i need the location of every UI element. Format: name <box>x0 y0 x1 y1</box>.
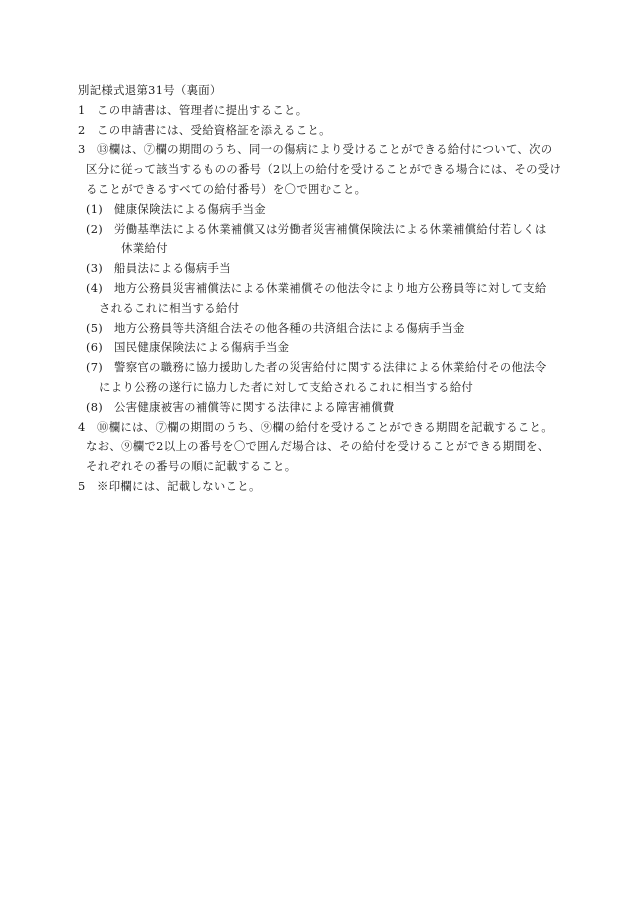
subitem-number: (6) <box>86 340 104 355</box>
instruction-item-3 <box>78 140 558 160</box>
document-body <box>78 81 562 497</box>
subitem-number: (2) <box>86 221 104 236</box>
subitem-2-continuation <box>78 239 558 259</box>
item-4-continuation: それぞれその番号の順に記載すること。 <box>86 459 297 474</box>
item-text: この申請書には、受給資格証を添えること。 <box>97 122 331 137</box>
subitem-text: 警察官の職務に協力援助した者の災害給付に関する法律による休業給付その他法令 <box>114 360 547 375</box>
subitem-number: (1) <box>86 201 104 216</box>
subitem-text: により公務の遂行に協力した者に対して支給されるこれに相当する給付 <box>99 379 474 394</box>
item-number: 4 <box>78 419 86 434</box>
subitem-text: 公害健康被害の補償等に関する法律による障害補償費 <box>114 399 395 414</box>
subitem-text: 地方公務員等共済組合法その他各種の共済組合法による傷病手当金 <box>114 320 465 335</box>
item-number: 5 <box>78 478 86 493</box>
subitem-5 <box>78 319 558 339</box>
subitem-text: されるこれに相当する給付 <box>99 300 240 315</box>
item-3-continuation: 区分に従って該当するものの番号（2以上の給付を受けることができる場合には、その受け <box>86 162 562 177</box>
subitem-1 <box>78 200 558 220</box>
subitem-4-continuation <box>78 299 558 319</box>
subitem-number: (5) <box>86 320 104 335</box>
subitem-6 <box>78 338 558 358</box>
instruction-item-5 <box>78 477 558 497</box>
subitem-7 <box>78 358 558 378</box>
subitem-3 <box>78 259 558 279</box>
item-number: 1 <box>78 102 86 117</box>
subitem-text: 国民健康保険法による傷病手当金 <box>114 340 290 355</box>
subitem-text: 休業給付 <box>121 241 168 256</box>
subitem-text: 健康保険法による傷病手当金 <box>114 201 266 216</box>
instruction-item-4 <box>78 418 558 438</box>
item-text: ※印欄には、記載しないこと。 <box>97 478 261 493</box>
instruction-item-1 <box>78 101 558 121</box>
instruction-item-2 <box>78 121 558 141</box>
item-number: 3 <box>78 142 86 157</box>
item-text: ⑬欄は、⑦欄の期間のうち、同一の傷病により受けることができる給付について、次の <box>97 142 553 157</box>
subitem-8 <box>78 398 558 418</box>
subitem-2 <box>78 220 558 240</box>
item-number: 2 <box>78 122 86 137</box>
subitem-number: (8) <box>86 399 104 414</box>
subitem-4 <box>78 279 558 299</box>
item-3-continuation: ることができるすべての給付番号）を〇で囲むこと。 <box>86 181 367 196</box>
form-title: 別記様式退第31号（裏面） <box>78 83 222 97</box>
subitem-text: 地方公務員災害補償法による休業補償その他法令により地方公務員等に対して支給 <box>114 280 547 295</box>
subitem-text: 船員法による傷病手当 <box>114 261 231 276</box>
subitem-number: (4) <box>86 280 104 295</box>
subitem-number: (3) <box>86 261 104 276</box>
subitem-7-continuation <box>78 378 558 398</box>
subitem-number: (7) <box>86 360 104 375</box>
item-4-continuation: なお、⑨欄で2以上の番号を〇で囲んだ場合は、その給付を受けることができる期間を、 <box>86 439 550 454</box>
subitem-text: 労働基準法による休業補償又は労働者災害補償保険法による休業補償給付若しくは <box>114 221 547 236</box>
item-text: この申請書は、管理者に提出すること。 <box>97 102 308 117</box>
item-text: ⑩欄には、⑦欄の期間のうち、⑨欄の給付を受けることができる期間を記載すること。 <box>97 419 553 434</box>
